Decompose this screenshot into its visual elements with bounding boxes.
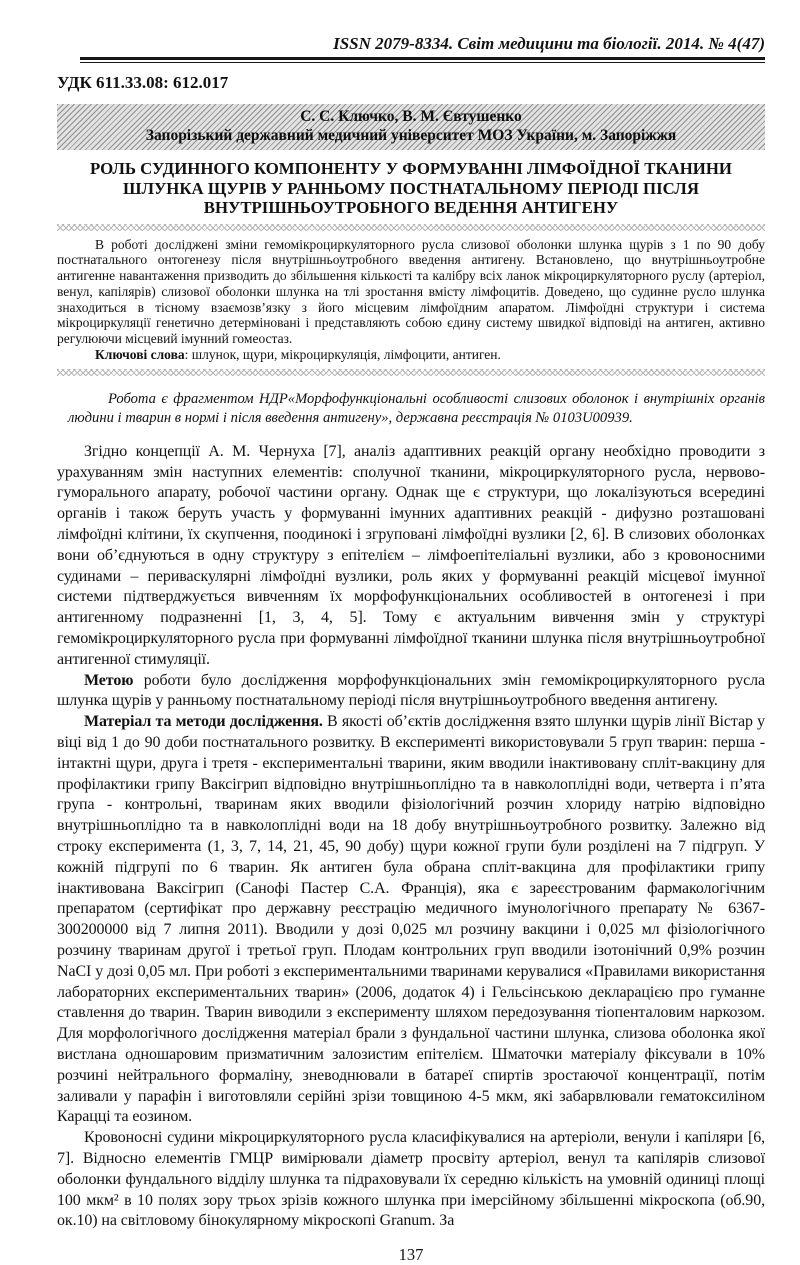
paragraph-lead: Матеріал та методи дослідження. [84, 713, 323, 731]
title-line: РОЛЬ СУДИННОГО КОМПОНЕНТУ У ФОРМУВАННІ ЛІМФОЇДНОЇ ТКАНИНИ [90, 159, 732, 178]
title-line: ШЛУНКА ЩУРІВ У РАННЬОМУ ПОСТНАТАЛЬНОМУ ПЕРІОДІ ПІСЛЯ [123, 178, 699, 198]
body-paragraph [57, 442, 765, 671]
abstract-text: В роботі досліджені зміни гемомікроциркуляторного русла слизової оболонки шлунка щурів з 1 по 90 добу постнатального онтогенезу після внутрішньоутробного введення антигену. Встановлено, що внутрішньоутробне антигенне навантаження призводить до збільшення кількості та калібру всіх ланок мікроциркуляторного руслу (артеріол, венул, капілярів) слизової оболонки шлунка на тлі зростання вмісту лімфоцитів. Доведено, що судинне русло шлунка знаходиться в тісному взаємозв’язку з його місцевим лімфоїдним апаратом. Лімфоїдні структури і система мікроциркуляції генетично детерміновані і представляють собою єдину систему швидкої відповіді на антиген, активно регулюючи місцевий імунний гомеостаз. [57, 236, 765, 347]
keywords-line [57, 347, 765, 363]
paragraph-text: Кровоносні судини мікроциркуляторного русла класифікувалися на артеріоли, венули і капіляри [6, 7]. Відносно елементів ГМЦР вимірювали діаметр просвіту артеріол, венул та капілярів слизової оболонки фундального відділу шлунка та підраховували їх середню кількість на умовній одиниці площі 100 мкм² в 10 полях зору трьох зрізів кожного шлунка при імерсійному збільшенні мікроскопа (об.90, ок.10) на світловому бінокулярному мікроскопі Granum. За [57, 1129, 765, 1230]
body-paragraph [57, 671, 765, 713]
journal-header: ISSN 2079-8334. Світ медицини та біології. 2014. № 4(47) [333, 34, 765, 53]
paragraph-text: В якості об’єктів дослідження взято шлунки щурів лінії Вістар у віці від 1 до 90 доби постнатального розвитку. В експерименті використовували 5 груп тварин: перша - інтактні щури, друга і третя - експериментальні тварини, яким вводили інактивовану спліт-вакцину для профілактики грипу Ваксігрип відповідно внутрішньоплідно та в навколоплідні води, четверта і п’ята група - контрольні, тваринам яких вводили фізіологічний розчин хлориду натрію відповідно внутрішньоплідно та в навколоплідні води на 18 добу внутрішньоутробного розвитку. Залежно від строку експеримента (1, 3, 7, 14, 21, 45, 90 добу) щури кожної групи були розділені на 7 підгруп. У кожній підгрупі по 6 тварин. Як антиген була обрана спліт-вакцина для профілактики грипу інактивована Ваксігрип (Санофі Пастер С.А. Франція), яка є зареєстрованим фармакологічним препаратом (сертифікат про державну реєстрацію медичного імунологічного препарату № 6367-300200000 від 7 липня 2011). Вводили у дозі 0,025 мл розчину вакцини і 0,025 мл фізіологічного розчину тваринам другої і третьої груп. Плодам контрольних груп вводили ізотонічний 0,9% розчин NaCI у дозі 0,05 мл. При роботі з експериментальними тваринами керувалися «Правилами використання лабораторних експериментальних тварин» (2006, додаток 4) і Гельсінською декларацією про гуманне ставлення до тварин. Тварин виводили з експерименту шляхом передозування тіопенталовим наркозом. Для морфологічного дослідження матеріал брали з фундальної частини шлунка, слизова оболонка якої вистлана одношаровим призматичним залозистим епітелієм. Шматочки матеріалу фіксували в 10% розчині нейтрального формаліну, зневоднювали в батареї спиртів зростаючої концентрації, потім заливали у парафін і виготовляли серійні зрізи товщиною 4-5 мкм, які забарвлювали гематоксиліном Карацці та еозином. [57, 713, 765, 1126]
wavy-divider-bottom [57, 369, 765, 376]
article-title [57, 159, 765, 218]
author-affiliation: Запорізький державний медичний університет МОЗ України, м. Запоріжжя [145, 127, 677, 144]
article-body [57, 442, 765, 1232]
udk-code: УДК 611.33.08: 612.017 [57, 73, 229, 92]
body-paragraph [57, 712, 765, 1128]
keywords-text: : шлунок, щури, мікроциркуляція, лімфоцити, антиген. [184, 347, 501, 363]
paragraph-lead: Метою [84, 671, 134, 689]
body-paragraph [57, 1128, 765, 1232]
page-number: 137 [398, 1245, 424, 1265]
wavy-divider-top [57, 224, 765, 231]
header-rule-divider [80, 57, 765, 63]
keywords-label: Ключові слова [95, 347, 185, 363]
author-names: С. С. Ключко, В. М. Євтушенко [300, 108, 522, 125]
abstract-block [57, 237, 765, 363]
paragraph-text: Згідно концепції А. М. Чернуха [7], аналіз адаптивних реакцій органу необхідно проводити з урахуванням змін наступних елементів: сполучної тканини, мікроциркуляторного русла, нервово-гуморального апарату, робочої частини органу. Однак ще є структури, що локалізуються всередині органів і також беруть участь у формуванні імунних адаптивних реакцій - дифузно розташовані лімфоїдні клітини, їх скупчення, поодинокі і згруповані лімфоїдні вузлики [2, 6]. В слизових оболонках вони об’єднуються в одну структуру з епітелієм – лімфоепітеліальні вузлики, або з кровоносними судинами – периваскулярні лімфоїдні вузлики, роль яких у формуванні реакцій місцевої імунної системи підтверджується вивченням їх морфофункціональних особливостей в онтогенезі і при антигенному подразненні [1, 3, 4, 5]. Тому є актуальним вивчення змін у структурі гемомікроциркуляторного русла при формуванні лімфоїдної тканини шлунка після внутрішньоутробної антигенної стимуляції. [57, 442, 765, 668]
title-line: ВНУТРІШНЬОУТРОБНОГО ВЕДЕННЯ АНТИГЕНУ [203, 198, 619, 217]
ndr-note: Робота є фрагментом НДР«Морфофункціональні особливості слизових оболонок і внутрішніх органів людини і тварин в нормі і після введення антигену», державна реєстрація № 0103U00939. [68, 390, 765, 427]
authors-banner [57, 104, 765, 150]
paragraph-text: роботи було дослідження морфофункціональних змін гемомікроциркуляторного русла шлунка щурів у ранньому постнатальному періоді після внутрішньоутробного введення антигену. [57, 671, 765, 710]
